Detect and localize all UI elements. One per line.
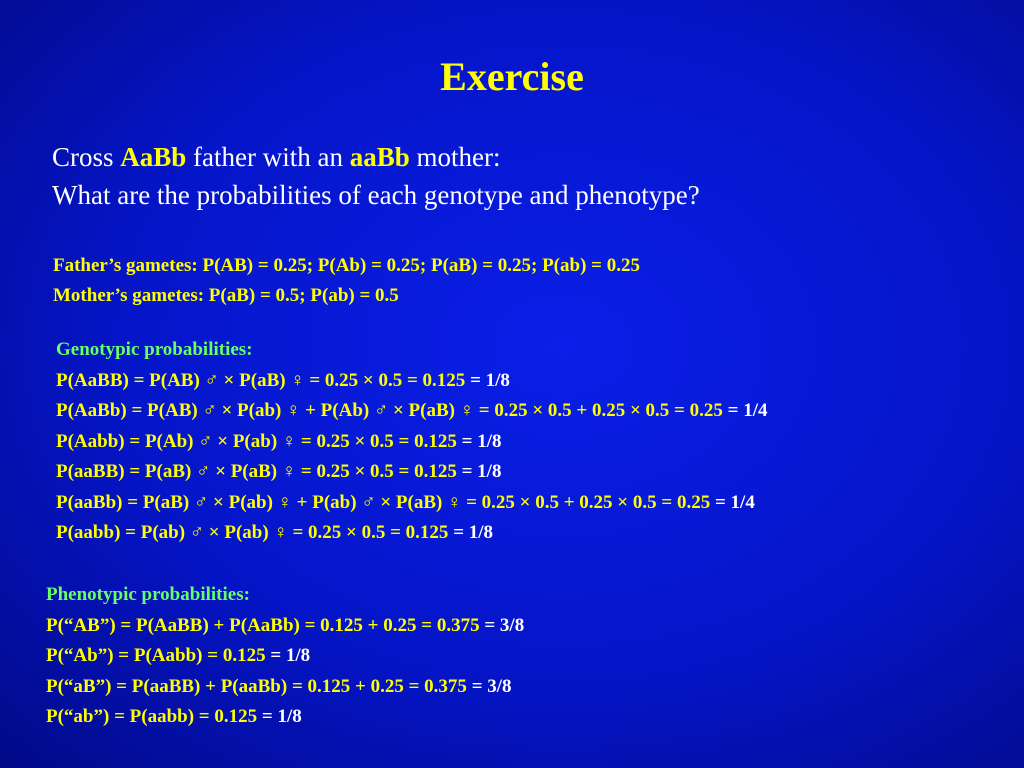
mother-gametes: Mother’s gametes: P(aB) = 0.5; P(ab) = 0.5 <box>53 285 399 306</box>
father-genotype: AaBb <box>120 142 187 172</box>
genotype-formula: P(aaBb) = P(aB) ♂ × P(ab) ♀ + P(ab) ♂ × P(aB) ♀ = 0.25 × 0.5 + 0.25 × 0.5 = 0.25 <box>56 491 711 513</box>
genotype-formula: P(aabb) = P(ab) ♂ × P(ab) ♀ = 0.25 × 0.5 = 0.125 <box>56 522 449 543</box>
genotype-formula: P(AaBb) = P(AB) ♂ × P(ab) ♀ + P(Ab) ♂ × P(aB) ♀ = 0.25 × 0.5 + 0.25 × 0.5 = 0.25 <box>56 400 723 421</box>
phenotype-fraction: = 3/8 <box>466 675 512 697</box>
genotype-formula: P(AaBB) = P(AB) ♂ × P(aB) ♀ = 0.25 × 0.5 = 0.125 <box>56 369 466 391</box>
genotype-line <box>56 518 1006 549</box>
phenotype-formula: P(“Ab”) = P(Aabb) = 0.125 <box>46 645 266 666</box>
question-text: father with an <box>186 142 350 172</box>
slide-title: Exercise <box>440 54 584 99</box>
phenotype-formula: P(“aB”) = P(aaBB) + P(aaBb) = 0.125 + 0.25 = 0.375 <box>46 675 467 697</box>
question-line-2: What are the probabilities of each genotype and phenotype? <box>52 180 700 210</box>
genotypic-heading: Genotypic probabilities: <box>56 339 253 360</box>
gametes-block <box>53 251 640 311</box>
genotype-fraction: = 1/8 <box>456 461 502 482</box>
genotype-fraction: = 1/8 <box>448 522 494 543</box>
phenotype-fraction: = 1/8 <box>265 645 311 666</box>
question-line-1 <box>52 138 700 176</box>
genotype-line <box>56 396 1006 427</box>
question-text: Cross <box>52 142 121 172</box>
genotype-line <box>56 427 1006 458</box>
question-text: mother: <box>409 142 501 172</box>
father-gametes: Father’s gametes: P(AB) = 0.25; P(Ab) = 0.25; P(aB) = 0.25; P(ab) = 0.25 <box>53 255 640 276</box>
phenotypic-block <box>46 580 524 733</box>
genotypic-block <box>56 335 1006 549</box>
phenotype-fraction: = 3/8 <box>479 614 525 636</box>
phenotype-line <box>46 611 524 642</box>
genotype-fraction: = 1/8 <box>456 430 502 452</box>
phenotype-formula: P(“ab”) = P(aabb) = 0.125 <box>46 706 258 727</box>
phenotype-line <box>46 702 524 733</box>
genotype-line <box>56 457 1006 488</box>
genotype-fraction: = 1/4 <box>722 400 768 421</box>
genotype-line <box>56 488 1006 519</box>
question-block <box>52 138 700 214</box>
phenotype-line <box>46 672 524 703</box>
genotype-formula: P(Aabb) = P(Ab) ♂ × P(ab) ♀ = 0.25 × 0.5 = 0.125 <box>56 430 457 452</box>
phenotypic-heading: Phenotypic probabilities: <box>46 584 250 605</box>
phenotype-fraction: = 1/8 <box>257 706 302 727</box>
phenotype-line <box>46 641 524 672</box>
genotype-formula: P(aaBB) = P(aB) ♂ × P(aB) ♀ = 0.25 × 0.5 = 0.125 <box>56 461 457 482</box>
genotype-line <box>56 366 1006 397</box>
genotype-fraction: = 1/4 <box>710 491 755 513</box>
phenotype-formula: P(“AB”) = P(AaBB) + P(AaBb) = 0.125 + 0.25 = 0.375 <box>46 614 480 636</box>
genotype-fraction: = 1/8 <box>465 369 510 391</box>
mother-genotype: aaBb <box>349 142 410 172</box>
